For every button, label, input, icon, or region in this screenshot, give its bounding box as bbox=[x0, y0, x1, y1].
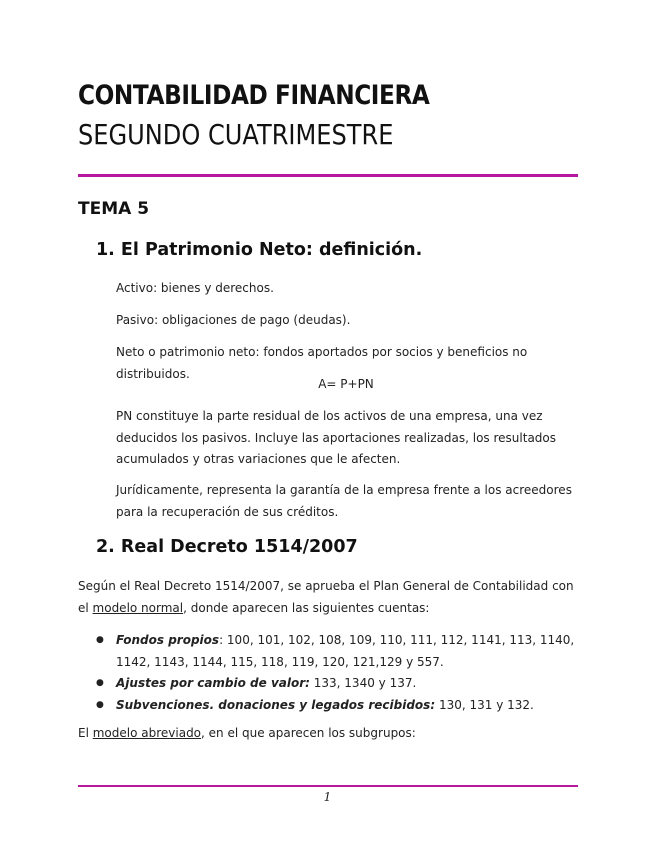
pn-paragraph: PN constituye la parte residual de los activos de una empresa, una vez deducidos los pasivos. Incluye las aportaciones realizadas, los resultados acumulados y otras variaciones que le afecten. bbox=[116, 409, 557, 466]
document-title: CONTABILIDAD FINANCIERA bbox=[78, 80, 430, 111]
footer-divider bbox=[78, 785, 578, 787]
section-1-heading: 1. El Patrimonio Neto: definición. bbox=[96, 240, 423, 260]
list-item-text: : 100, 101, 102, 108, 109, 110, 111, 112, 1141, 113, 1140, 1142, 1143, 1144, 115, 118, 119, 120, 121,129 y 557. bbox=[116, 633, 575, 669]
list-item-term: Fondos propios bbox=[116, 633, 220, 647]
modelo-abreviado-paragraph bbox=[78, 723, 578, 745]
real-decreto-intro bbox=[78, 576, 578, 619]
section-2-heading: 2. Real Decreto 1514/2007 bbox=[96, 537, 358, 557]
outro-text-end: , en el que aparecen los subgrupos: bbox=[201, 726, 416, 740]
page-number: 1 bbox=[323, 790, 332, 804]
list-item bbox=[96, 673, 576, 695]
list-item-term: Subvenciones. donaciones y legados recibidos: bbox=[116, 697, 436, 712]
list-item-term: Ajustes por cambio de valor: bbox=[116, 676, 310, 690]
activo-paragraph: Activo: bienes y derechos. bbox=[116, 281, 274, 295]
intro-text-end: , donde aparecen las siguientes cuentas: bbox=[183, 600, 430, 615]
outro-text: El bbox=[78, 726, 93, 740]
formula: A= P+PN bbox=[318, 377, 374, 391]
intro-text: Según el Real Decreto 1514/2007, se aprueba el Plan General de Contabilidad con el bbox=[78, 579, 574, 615]
list-item bbox=[96, 630, 576, 673]
header-divider bbox=[78, 174, 578, 177]
tema-heading: TEMA 5 bbox=[78, 199, 150, 219]
list-item-text: 133, 1340 y 137. bbox=[309, 676, 417, 690]
list-item bbox=[96, 695, 576, 717]
document-subtitle: SEGUNDO CUATRIMESTRE bbox=[78, 118, 394, 151]
modelo-abreviado-link: modelo abreviado bbox=[92, 726, 202, 740]
neto-paragraph: Neto o patrimonio neto: fondos aportados por socios y beneficios no distribuidos. bbox=[116, 345, 528, 381]
list-item-text: 130, 131 y 132. bbox=[435, 697, 534, 712]
cuentas-list bbox=[96, 630, 576, 716]
juridicamente-paragraph: Jurídicamente, representa la garantía de la empresa frente a los acreedores para la recuperación de sus créditos. bbox=[116, 483, 572, 519]
modelo-normal-link: modelo normal bbox=[92, 600, 184, 615]
pasivo-paragraph: Pasivo: obligaciones de pago (deudas). bbox=[116, 313, 351, 327]
